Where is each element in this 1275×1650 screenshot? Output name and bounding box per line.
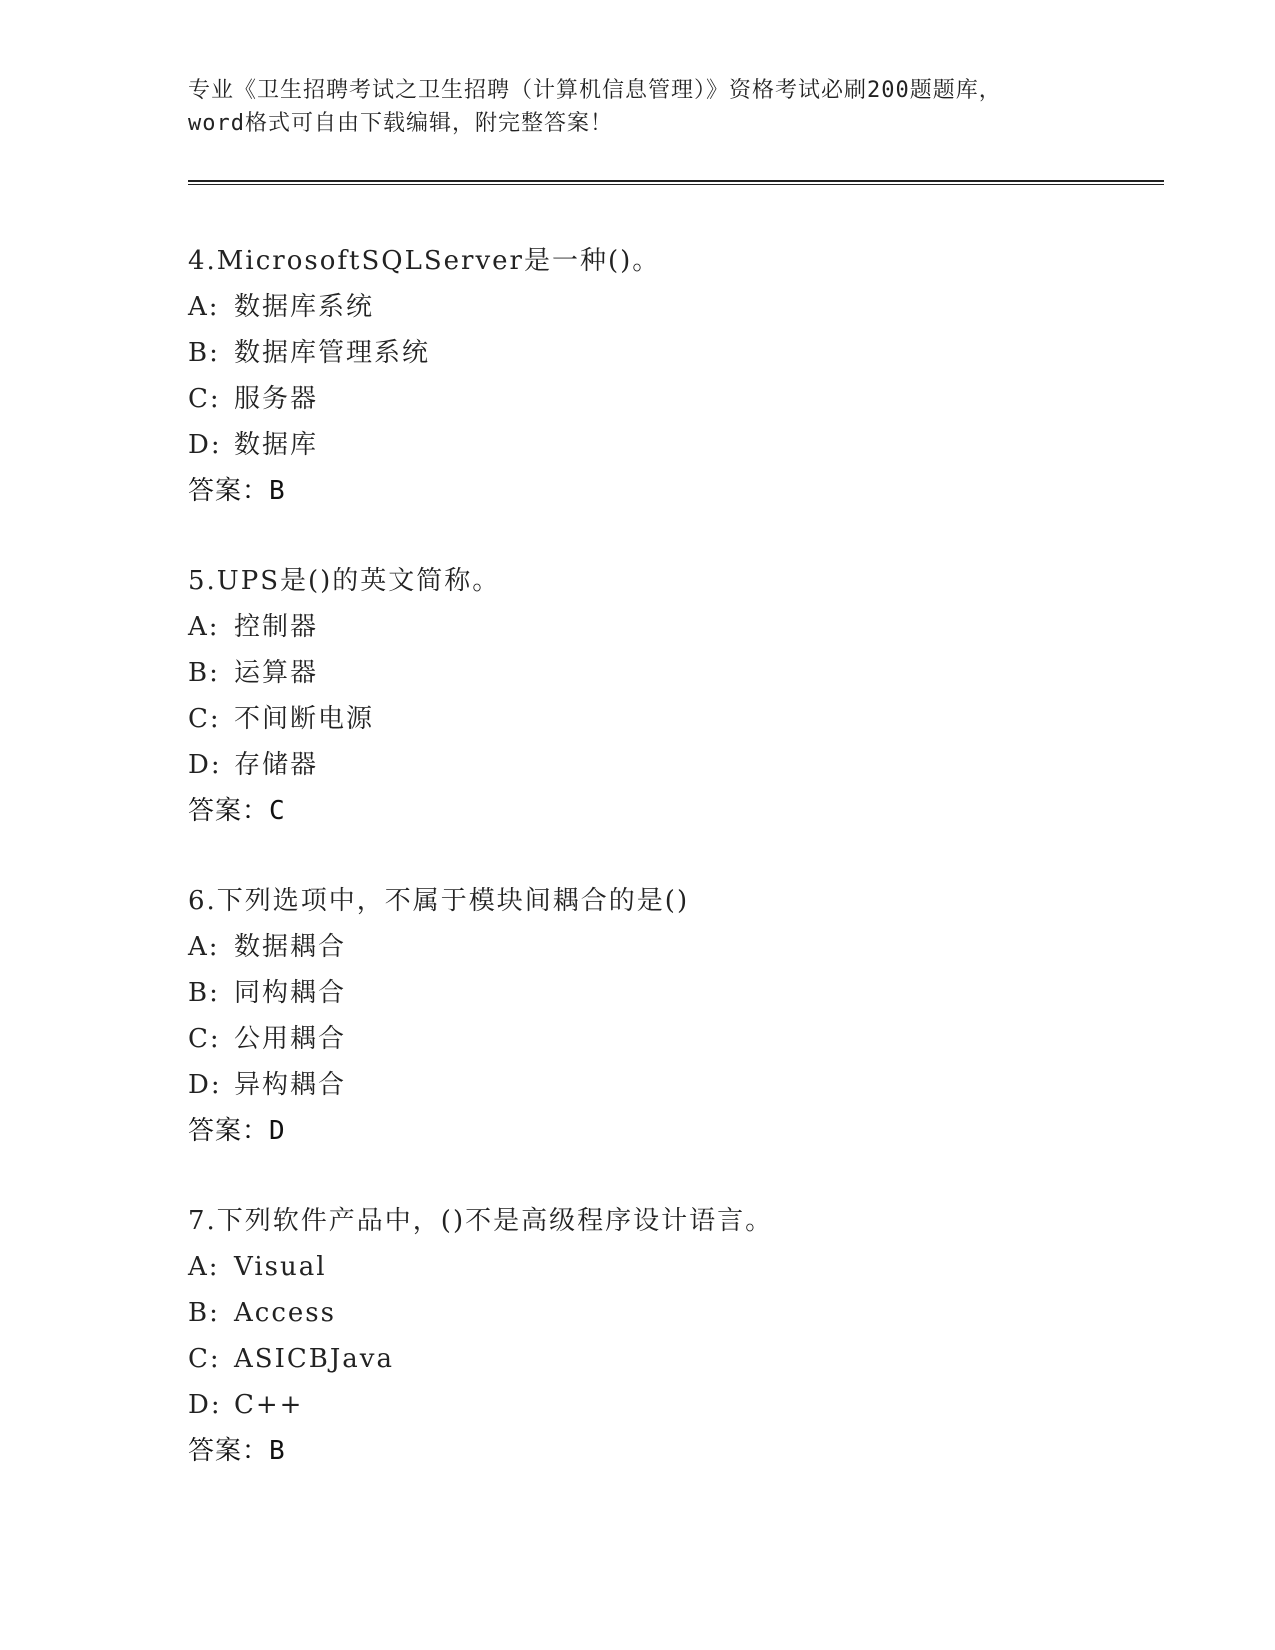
option-a — [188, 1244, 1164, 1290]
option-text: 控制器 — [234, 612, 319, 642]
question-4 — [188, 238, 1164, 514]
header-divider — [188, 180, 1164, 185]
option-text: ASICBJava — [234, 1344, 394, 1374]
option-d — [188, 422, 1164, 468]
option-letter: D: — [188, 1070, 222, 1100]
header-title-line2: word格式可自由下载编辑，附完整答案！ — [188, 111, 613, 136]
header-title-line1: 专业《卫生招聘考试之卫生招聘（计算机信息管理）》资格考试必刷200题题库， — [188, 78, 1002, 103]
option-letter: D: — [188, 430, 222, 460]
option-text: C++ — [234, 1390, 304, 1420]
question-stem: 4.MicrosoftSQLServer是一种()。 — [188, 246, 661, 276]
question-list — [188, 238, 1164, 1518]
question-stem: 7.下列软件产品中，()不是高级程序设计语言。 — [188, 1206, 774, 1236]
question-stem: 5.UPS是()的英文简称。 — [188, 566, 501, 596]
option-text: 公用耦合 — [234, 1024, 347, 1054]
option-a — [188, 924, 1164, 970]
option-letter: A: — [188, 292, 220, 322]
question-7 — [188, 1198, 1164, 1474]
option-letter: C: — [188, 1024, 221, 1054]
option-letter: B: — [188, 1298, 220, 1328]
option-b — [188, 650, 1164, 696]
option-letter: D: — [188, 750, 222, 780]
option-letter: C: — [188, 1344, 221, 1374]
option-b — [188, 330, 1164, 376]
option-letter: C: — [188, 384, 221, 414]
option-a — [188, 604, 1164, 650]
option-b — [188, 1290, 1164, 1336]
option-d — [188, 742, 1164, 788]
option-text: 数据库系统 — [234, 292, 375, 322]
option-b — [188, 970, 1164, 1016]
option-c — [188, 1016, 1164, 1062]
option-text: 存储器 — [234, 750, 319, 780]
option-d — [188, 1062, 1164, 1108]
answer-line: 答案：B — [188, 476, 286, 506]
option-letter: B: — [188, 978, 220, 1008]
option-text: 同构耦合 — [234, 978, 347, 1008]
option-c — [188, 696, 1164, 742]
option-c — [188, 376, 1164, 422]
option-text: 数据耦合 — [234, 932, 347, 962]
option-text: Visual — [234, 1252, 327, 1282]
option-text: 运算器 — [234, 658, 319, 688]
option-letter: B: — [188, 658, 220, 688]
option-text: 服务器 — [234, 384, 319, 414]
option-text: Access — [234, 1298, 336, 1328]
option-letter: A: — [188, 932, 220, 962]
option-letter: A: — [188, 1252, 220, 1282]
option-text: 不间断电源 — [234, 704, 375, 734]
answer-line: 答案：C — [188, 796, 286, 826]
document-header — [188, 74, 1088, 140]
option-a — [188, 284, 1164, 330]
question-stem: 6.下列选项中，不属于模块间耦合的是() — [188, 886, 690, 916]
answer-line: 答案：D — [188, 1116, 286, 1146]
option-letter: A: — [188, 612, 220, 642]
question-6 — [188, 878, 1164, 1154]
question-5 — [188, 558, 1164, 834]
option-d — [188, 1382, 1164, 1428]
option-letter: B: — [188, 338, 220, 368]
option-c — [188, 1336, 1164, 1382]
option-text: 数据库 — [234, 430, 319, 460]
option-text: 数据库管理系统 — [234, 338, 431, 368]
option-text: 异构耦合 — [234, 1070, 347, 1100]
answer-line: 答案：B — [188, 1436, 286, 1466]
option-letter: C: — [188, 704, 221, 734]
option-letter: D: — [188, 1390, 222, 1420]
